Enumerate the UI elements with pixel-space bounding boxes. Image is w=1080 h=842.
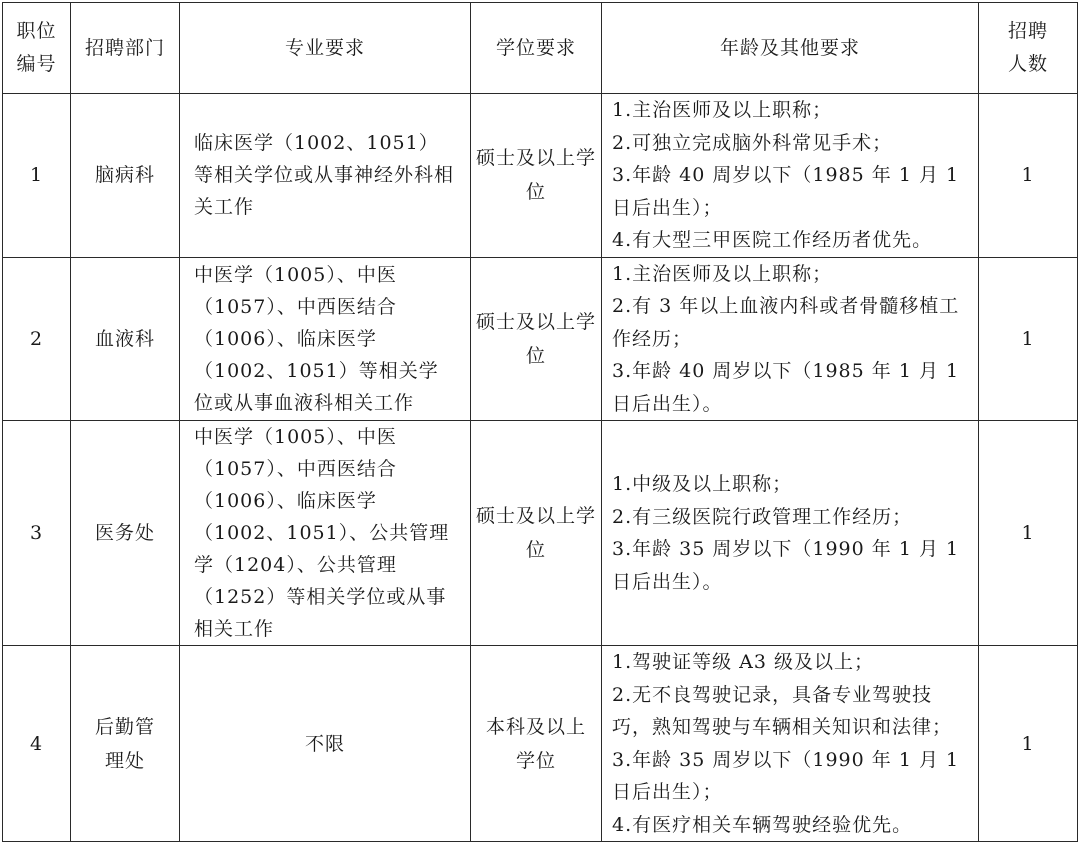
cell-other-requirements [602, 257, 979, 421]
cell-count: 1 [979, 257, 1078, 421]
requirement-line: 1.驾驶证等级 A3 级及以上； [612, 651, 875, 673]
cell-department: 医务处 [71, 421, 180, 646]
header-degree: 学位要求 [471, 3, 602, 94]
table-row [3, 421, 1078, 646]
requirement-line: 2.可独立完成脑外科常见手术； [612, 131, 893, 154]
cell-position-no: 3 [3, 421, 71, 646]
requirement-line: 1.主治医师及以上职称； [612, 262, 833, 285]
cell-other-requirements [602, 94, 979, 258]
cell-major: 中医学（1005）、中医（1057）、中西医结合（1006）、临床医学（1002、1051）等相关学位或从事血液科相关工作 [180, 257, 471, 421]
cell-other-requirements [602, 421, 979, 646]
requirement-line: 2.有 3 年以上血液内科或者骨髓移植工作经历； [612, 295, 960, 350]
recruitment-table-container [2, 2, 1078, 842]
requirement-line: 4.有医疗相关车辆驾驶经验优先。 [612, 813, 913, 836]
header-major: 专业要求 [180, 3, 471, 94]
requirement-line: 4.有大型三甲医院工作经历者优先。 [612, 229, 933, 251]
cell-count: 1 [979, 646, 1078, 842]
cell-degree: 硕士及以上学位 [471, 94, 602, 258]
header-count: 招聘 人数 [979, 3, 1078, 94]
cell-count: 1 [979, 94, 1078, 258]
header-position-no: 职位 编号 [3, 3, 71, 94]
header-department: 招聘部门 [71, 3, 180, 94]
cell-degree: 硕士及以上学位 [471, 257, 602, 421]
cell-department: 脑病科 [71, 94, 180, 258]
cell-count: 1 [979, 421, 1078, 646]
requirement-line: 3.年龄 35 周岁以下（1990 年 1 月 1 日后出生）； [612, 748, 960, 803]
requirement-line: 3.年龄 40 周岁以下（1985 年 1 月 1 日后出生）。 [612, 360, 960, 415]
cell-major: 不限 [180, 646, 471, 842]
cell-department: 后勤管理处 [71, 646, 180, 842]
requirement-line: 1.中级及以上职称； [612, 473, 793, 495]
cell-position-no: 1 [3, 94, 71, 258]
cell-degree: 硕士及以上学位 [471, 421, 602, 646]
header-row [3, 3, 1078, 94]
cell-position-no: 2 [3, 257, 71, 421]
cell-major: 临床医学（1002、1051）等相关学位或从事神经外科相关工作 [180, 94, 471, 258]
requirement-line: 3.年龄 35 周岁以下（1990 年 1 月 1 日后出生）。 [612, 538, 960, 593]
requirement-line: 2.有三级医院行政管理工作经历； [612, 505, 913, 528]
table-row [3, 94, 1078, 258]
requirement-line: 2.无不良驾驶记录，具备专业驾驶技巧，熟知驾驶与车辆相关知识和法律； [612, 683, 953, 738]
cell-degree: 本科及以上学位 [471, 646, 602, 842]
requirement-line: 1.主治医师及以上职称； [612, 99, 833, 121]
table-row [3, 257, 1078, 421]
header-other-requirements: 年龄及其他要求 [602, 3, 979, 94]
cell-department: 血液科 [71, 257, 180, 421]
cell-other-requirements [602, 646, 979, 842]
table-row [3, 646, 1078, 842]
requirement-line: 3.年龄 40 周岁以下（1985 年 1 月 1 日后出生）； [612, 164, 960, 219]
cell-position-no: 4 [3, 646, 71, 842]
cell-major: 中医学（1005）、中医（1057）、中西医结合（1006）、临床医学（1002、1051）、公共管理学（1204）、公共管理（1252）等相关学位或从事相关工作 [180, 421, 471, 646]
recruitment-table [2, 2, 1078, 842]
